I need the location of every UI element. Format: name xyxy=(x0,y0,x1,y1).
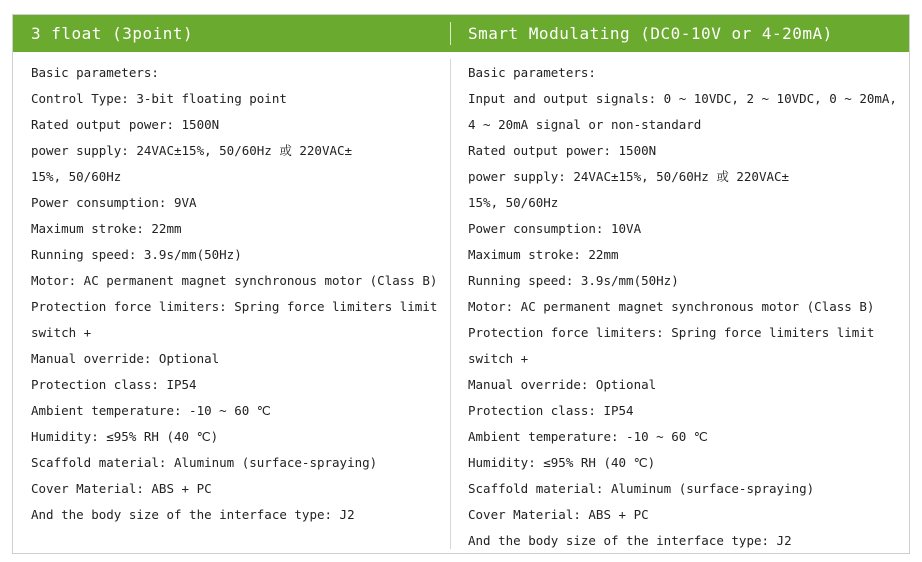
spec-line: Scaffold material: Aluminum (surface-spraying) xyxy=(31,455,378,470)
spec-line: Motor: AC permanent magnet synchronous motor (Class B) xyxy=(468,299,875,314)
spec-line: Manual override: Optional xyxy=(468,377,657,392)
spec-line: Maximum stroke: 22mm xyxy=(31,221,182,236)
spec-line: And the body size of the interface type: J2 xyxy=(31,507,355,522)
spec-line: Cover Material: ABS + PC xyxy=(468,507,649,522)
spec-line: power supply: 24VAC±15%, 50/60Hz 或 220VAC± xyxy=(468,169,790,184)
spec-line: Running speed: 3.9s/mm(50Hz) xyxy=(31,247,242,262)
spec-line: Protection force limiters: Spring force limiters limit xyxy=(31,299,438,314)
spec-line: switch + xyxy=(468,351,529,366)
spec-line: Humidity: ≤95% RH (40 ℃) xyxy=(468,455,656,470)
spec-line: Humidity: ≤95% RH (40 ℃) xyxy=(31,429,219,444)
spec-line: 15%, 50/60Hz xyxy=(468,195,559,210)
spec-line: Protection class: IP54 xyxy=(468,403,634,418)
spec-line: Protection class: IP54 xyxy=(31,377,197,392)
spec-line: Rated output power: 1500N xyxy=(31,117,220,132)
header-title-3-float: 3 float (3point) xyxy=(31,24,194,43)
spec-line: Input and output signals: 0 ~ 10VDC, 2 ~ 10VDC, 0 ~ 20mA, xyxy=(468,91,897,106)
spec-line: 4 ~ 20mA signal or non-standard xyxy=(468,117,702,132)
spec-line: Protection force limiters: Spring force limiters limit xyxy=(468,325,875,340)
column-divider xyxy=(450,59,451,549)
table-header xyxy=(13,15,909,52)
right-spec-column xyxy=(468,60,898,554)
header-title-smart-modulating: Smart Modulating (DC0-10V or 4-20mA) xyxy=(468,24,833,43)
spec-line: Ambient temperature: -10 ~ 60 ℃ xyxy=(468,429,708,444)
spec-line: Basic parameters: xyxy=(468,65,596,80)
spec-line: Ambient temperature: -10 ~ 60 ℃ xyxy=(31,403,271,418)
spec-line: And the body size of the interface type: J2 xyxy=(468,533,792,548)
spec-line: Rated output power: 1500N xyxy=(468,143,657,158)
spec-table xyxy=(12,14,910,554)
spec-line: 15%, 50/60Hz xyxy=(31,169,122,184)
spec-line: Control Type: 3-bit floating point xyxy=(31,91,287,106)
header-divider xyxy=(450,22,451,45)
spec-line: Running speed: 3.9s/mm(50Hz) xyxy=(468,273,679,288)
spec-line: power supply: 24VAC±15%, 50/60Hz 或 220VAC± xyxy=(31,143,353,158)
spec-line: Maximum stroke: 22mm xyxy=(468,247,619,262)
spec-line: Power consumption: 10VA xyxy=(468,221,642,236)
spec-line: Basic parameters: xyxy=(31,65,159,80)
spec-line: Scaffold material: Aluminum (surface-spraying) xyxy=(468,481,815,496)
spec-line: Power consumption: 9VA xyxy=(31,195,197,210)
spec-line: Manual override: Optional xyxy=(31,351,220,366)
left-spec-column xyxy=(31,60,443,528)
spec-line: Cover Material: ABS + PC xyxy=(31,481,212,496)
spec-line: Motor: AC permanent magnet synchronous motor (Class B) xyxy=(31,273,438,288)
spec-line: switch + xyxy=(31,325,92,340)
